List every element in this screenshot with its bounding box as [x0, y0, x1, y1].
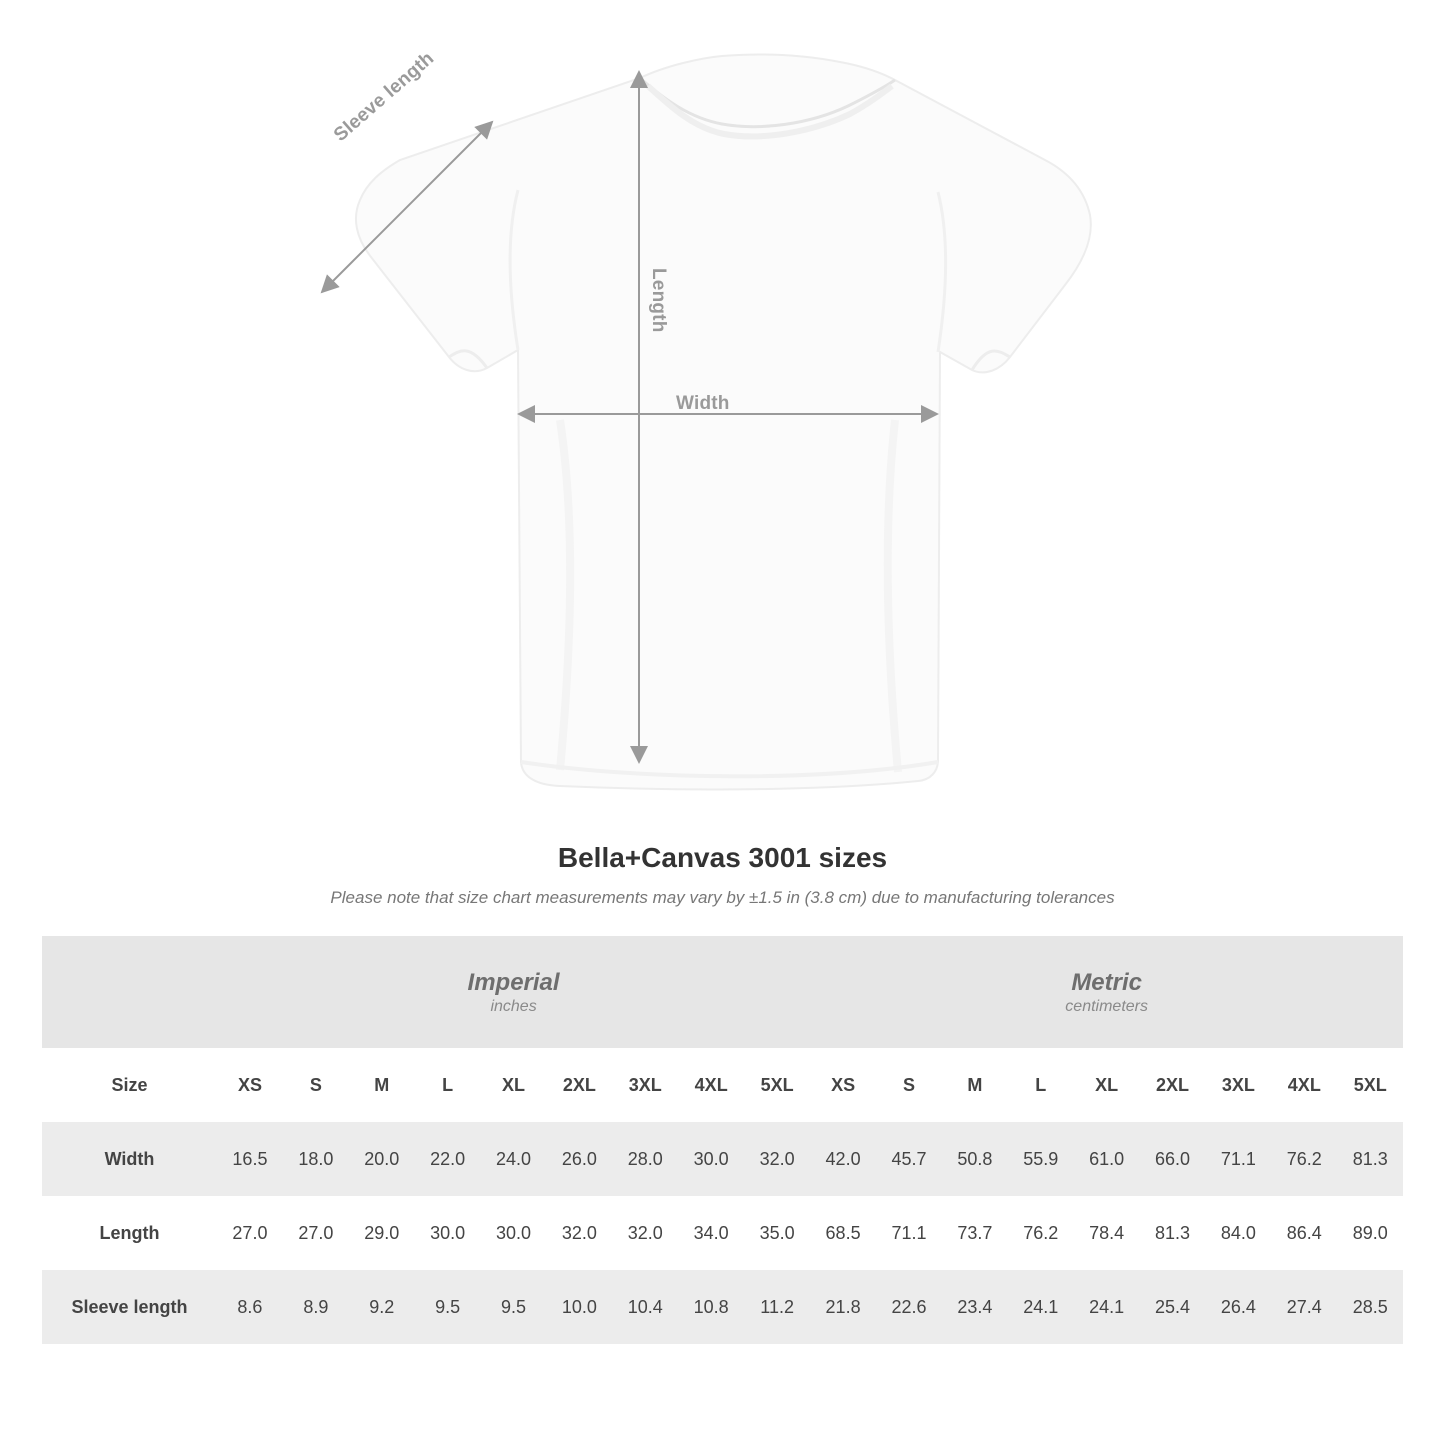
size-column-header: XS	[810, 1048, 876, 1122]
size-column-header: XL	[1074, 1048, 1140, 1122]
size-column-header: 2XL	[1140, 1048, 1206, 1122]
unit-row-spacer	[42, 936, 217, 1048]
tolerance-note: Please note that size chart measurements may vary by ±1.5 in (3.8 cm) due to manufacturing tolerances	[330, 888, 1115, 907]
table-cell: 26.4	[1205, 1270, 1271, 1344]
table-cell: 20.0	[349, 1122, 415, 1196]
unit-group-name: Imperial	[467, 969, 560, 996]
table-row	[42, 1122, 1403, 1196]
table-cell: 76.2	[1008, 1196, 1074, 1270]
table-cell: 8.6	[217, 1270, 283, 1344]
table-cell: 30.0	[678, 1122, 744, 1196]
table-cell: 32.0	[546, 1196, 612, 1270]
size-column-header: XS	[217, 1048, 283, 1122]
table-cell: 35.0	[744, 1196, 810, 1270]
tshirt-shape	[356, 54, 1091, 789]
table-cell: 32.0	[744, 1122, 810, 1196]
table-cell: 66.0	[1140, 1122, 1206, 1196]
row-label: Width	[42, 1122, 217, 1196]
table-cell: 23.4	[942, 1270, 1008, 1344]
page-title: Bella+Canvas 3001 sizes	[557, 842, 888, 873]
table-cell: 25.4	[1140, 1270, 1206, 1344]
size-column-header: 3XL	[1205, 1048, 1271, 1122]
table-cell: 9.5	[415, 1270, 481, 1344]
table-row	[42, 1196, 1403, 1270]
table-cell: 27.4	[1271, 1270, 1337, 1344]
table-cell: 81.3	[1140, 1196, 1206, 1270]
table-cell: 27.0	[283, 1196, 349, 1270]
length-label: Length	[648, 268, 669, 333]
table-cell: 10.0	[546, 1270, 612, 1344]
table-cell: 55.9	[1008, 1122, 1074, 1196]
table-cell: 9.2	[349, 1270, 415, 1344]
table-cell: 30.0	[415, 1196, 481, 1270]
table-cell: 89.0	[1337, 1196, 1403, 1270]
table-cell: 10.8	[678, 1270, 744, 1344]
size-column-header: 3XL	[612, 1048, 678, 1122]
table-cell: 11.2	[744, 1270, 810, 1344]
table-cell: 61.0	[1074, 1122, 1140, 1196]
table-cell: 21.8	[810, 1270, 876, 1344]
chart-heading	[0, 842, 1445, 908]
size-column-header: M	[349, 1048, 415, 1122]
table-cell: 45.7	[876, 1122, 942, 1196]
table-cell: 24.0	[481, 1122, 547, 1196]
size-column-header: 4XL	[1271, 1048, 1337, 1122]
unit-group-sub: inches	[490, 998, 537, 1015]
size-header-label: Size	[42, 1048, 217, 1122]
unit-group-metric	[810, 936, 1403, 1048]
table-cell: 28.0	[612, 1122, 678, 1196]
table-cell: 29.0	[349, 1196, 415, 1270]
size-column-header: 5XL	[744, 1048, 810, 1122]
size-column-header: S	[876, 1048, 942, 1122]
table-cell: 22.0	[415, 1122, 481, 1196]
size-column-header: S	[283, 1048, 349, 1122]
table-cell: 71.1	[876, 1196, 942, 1270]
table-cell: 24.1	[1008, 1270, 1074, 1344]
table-cell: 30.0	[481, 1196, 547, 1270]
table-cell: 32.0	[612, 1196, 678, 1270]
table-cell: 10.4	[612, 1270, 678, 1344]
table-cell: 27.0	[217, 1196, 283, 1270]
table-cell: 28.5	[1337, 1270, 1403, 1344]
table-cell: 16.5	[217, 1122, 283, 1196]
row-label: Sleeve length	[42, 1270, 217, 1344]
unit-group-sub: centimeters	[1065, 998, 1148, 1015]
table-cell: 86.4	[1271, 1196, 1337, 1270]
size-chart-table-wrap	[42, 936, 1403, 1344]
unit-group-imperial	[217, 936, 810, 1048]
unit-group-name: Metric	[1071, 969, 1142, 996]
table-row	[42, 1270, 1403, 1344]
table-cell: 24.1	[1074, 1270, 1140, 1344]
table-cell: 34.0	[678, 1196, 744, 1270]
table-cell: 71.1	[1205, 1122, 1271, 1196]
size-column-header: 2XL	[546, 1048, 612, 1122]
table-cell: 76.2	[1271, 1122, 1337, 1196]
table-cell: 50.8	[942, 1122, 1008, 1196]
table-cell: 22.6	[876, 1270, 942, 1344]
table-cell: 8.9	[283, 1270, 349, 1344]
table-cell: 84.0	[1205, 1196, 1271, 1270]
sleeve-length-label: Sleeve length	[330, 47, 439, 146]
table-cell: 42.0	[810, 1122, 876, 1196]
width-label: Width	[676, 393, 730, 414]
size-header-row	[42, 1048, 1403, 1122]
size-chart-table	[42, 936, 1403, 1344]
table-cell: 73.7	[942, 1196, 1008, 1270]
size-column-header: 5XL	[1337, 1048, 1403, 1122]
row-label: Length	[42, 1196, 217, 1270]
table-cell: 81.3	[1337, 1122, 1403, 1196]
size-column-header: 4XL	[678, 1048, 744, 1122]
size-column-header: L	[1008, 1048, 1074, 1122]
size-column-header: XL	[481, 1048, 547, 1122]
table-cell: 18.0	[283, 1122, 349, 1196]
size-column-header: M	[942, 1048, 1008, 1122]
table-cell: 68.5	[810, 1196, 876, 1270]
table-cell: 9.5	[481, 1270, 547, 1344]
table-cell: 78.4	[1074, 1196, 1140, 1270]
table-cell: 26.0	[546, 1122, 612, 1196]
size-column-header: L	[415, 1048, 481, 1122]
unit-header-row	[42, 936, 1403, 1048]
